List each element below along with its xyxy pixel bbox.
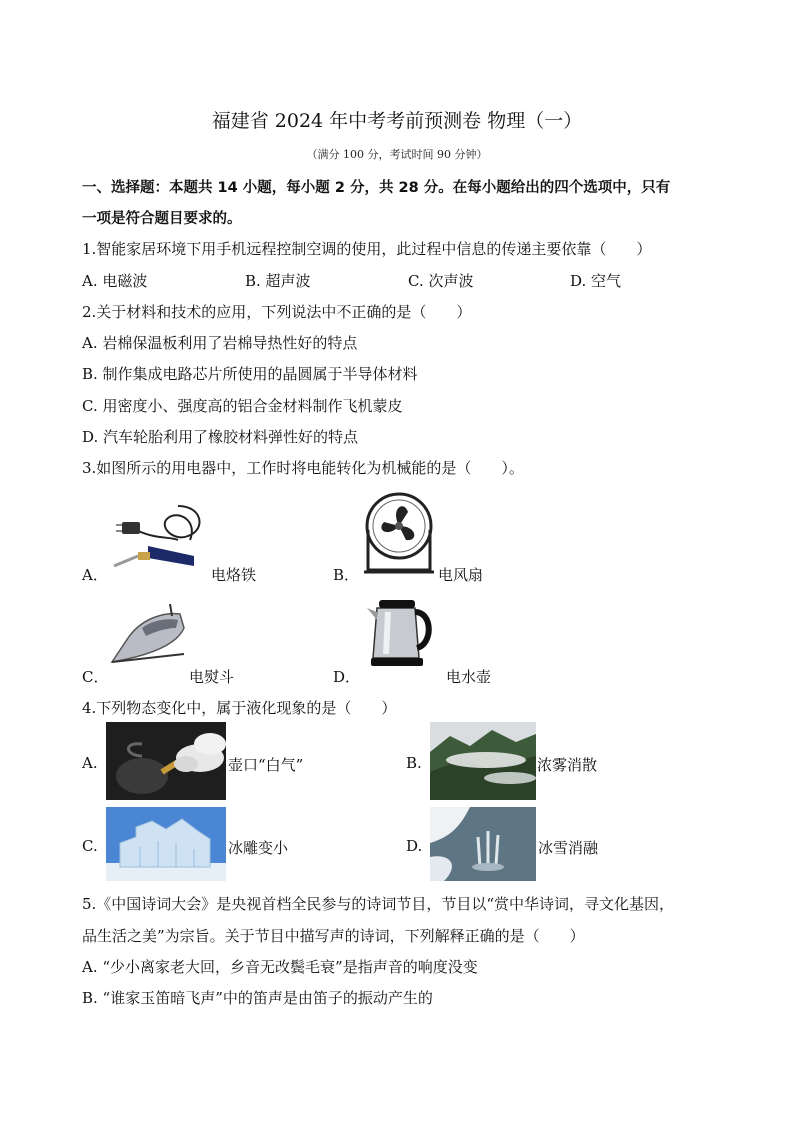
q4-option-d-label: 冰雪消融	[538, 839, 599, 857]
q2-option-b: B. 制作集成电路芯片所使用的晶圆属于半导体材料	[82, 365, 418, 383]
electric-fan-image	[360, 490, 438, 576]
fog-mountain-image	[430, 722, 536, 800]
q5-stem-line1: 5.《中国诗词大会》是央视首档全民参与的诗词节目，节目以“赏中华诗词，寻文化基因，	[82, 895, 674, 913]
q5-option-a: A. “少小离家老大回，乡音无改鬓毛衰”是指声音的响度没变	[82, 958, 478, 976]
q5-stem-line2: 品生活之美”为宗旨。关于节目中描写声的诗词，下列解释正确的是（ ）	[82, 927, 585, 945]
q4-option-b-label: 浓雾消散	[537, 756, 598, 774]
q3-option-b-label: 电风扇	[438, 566, 484, 584]
q3-option-d-label: 电水壶	[446, 668, 492, 686]
q3-option-a-label: 电烙铁	[211, 566, 257, 584]
electric-iron-image	[108, 598, 188, 668]
q4-option-a-label: 壶口“白气”	[228, 756, 304, 774]
ice-sculpture-image	[106, 807, 226, 881]
q3-option-d-letter: D．	[333, 668, 361, 686]
q3-option-c-label: 电熨斗	[189, 668, 235, 686]
soldering-iron-image	[108, 500, 208, 578]
page-subtitle: （满分 100 分，考试时间 90 分钟）	[306, 148, 488, 161]
q4-option-c-letter: C.	[82, 837, 98, 855]
melting-snow-image	[430, 807, 536, 881]
q1-stem: 1.智能家居环境下用手机远程控制空调的使用，此过程中信息的传递主要依靠（ ）	[82, 240, 652, 258]
q1-option-a: A. 电磁波	[82, 272, 148, 290]
q1-option-d: D. 空气	[570, 272, 622, 290]
q4-option-c-label: 冰雕变小	[228, 839, 289, 857]
electric-kettle-image	[365, 594, 433, 670]
q3-stem: 3.如图所示的用电器中，工作时将电能转化为机械能的是（ ）。	[82, 459, 524, 477]
q2-option-c: C. 用密度小、强度高的铝合金材料制作飞机蒙皮	[82, 397, 403, 415]
section-heading-line2: 一项是符合题目要求的。	[82, 211, 242, 227]
q4-stem: 4.下列物态变化中，属于液化现象的是（ ）	[82, 699, 397, 717]
q4-option-d-letter: D.	[406, 837, 423, 855]
q2-stem: 2.关于材料和技术的应用，下列说法中不正确的是（ ）	[82, 303, 472, 321]
q1-option-b: B. 超声波	[245, 272, 311, 290]
q3-option-b-letter: B．	[333, 566, 360, 584]
q2-option-d: D. 汽车轮胎利用了橡胶材料弹性好的特点	[82, 428, 359, 446]
q3-option-a-letter: A．	[82, 566, 108, 584]
page-title: 福建省 2024 年中考考前预测卷 物理（一）	[211, 110, 583, 132]
section-heading-line1: 一、选择题：本题共 14 小题，每小题 2 分，共 28 分。在每小题给出的四个选项中，只有	[82, 180, 671, 196]
q3-option-c-letter: C．	[82, 668, 109, 686]
kettle-steam-image	[106, 722, 226, 800]
q4-option-a-letter: A.	[82, 754, 98, 772]
q5-option-b: B. “谁家玉笛暗飞声”中的笛声是由笛子的振动产生的	[82, 989, 433, 1007]
q2-option-a: A. 岩棉保温板利用了岩棉导热性好的特点	[82, 334, 358, 352]
q1-option-c: C. 次声波	[408, 272, 474, 290]
q4-option-b-letter: B.	[406, 754, 422, 772]
